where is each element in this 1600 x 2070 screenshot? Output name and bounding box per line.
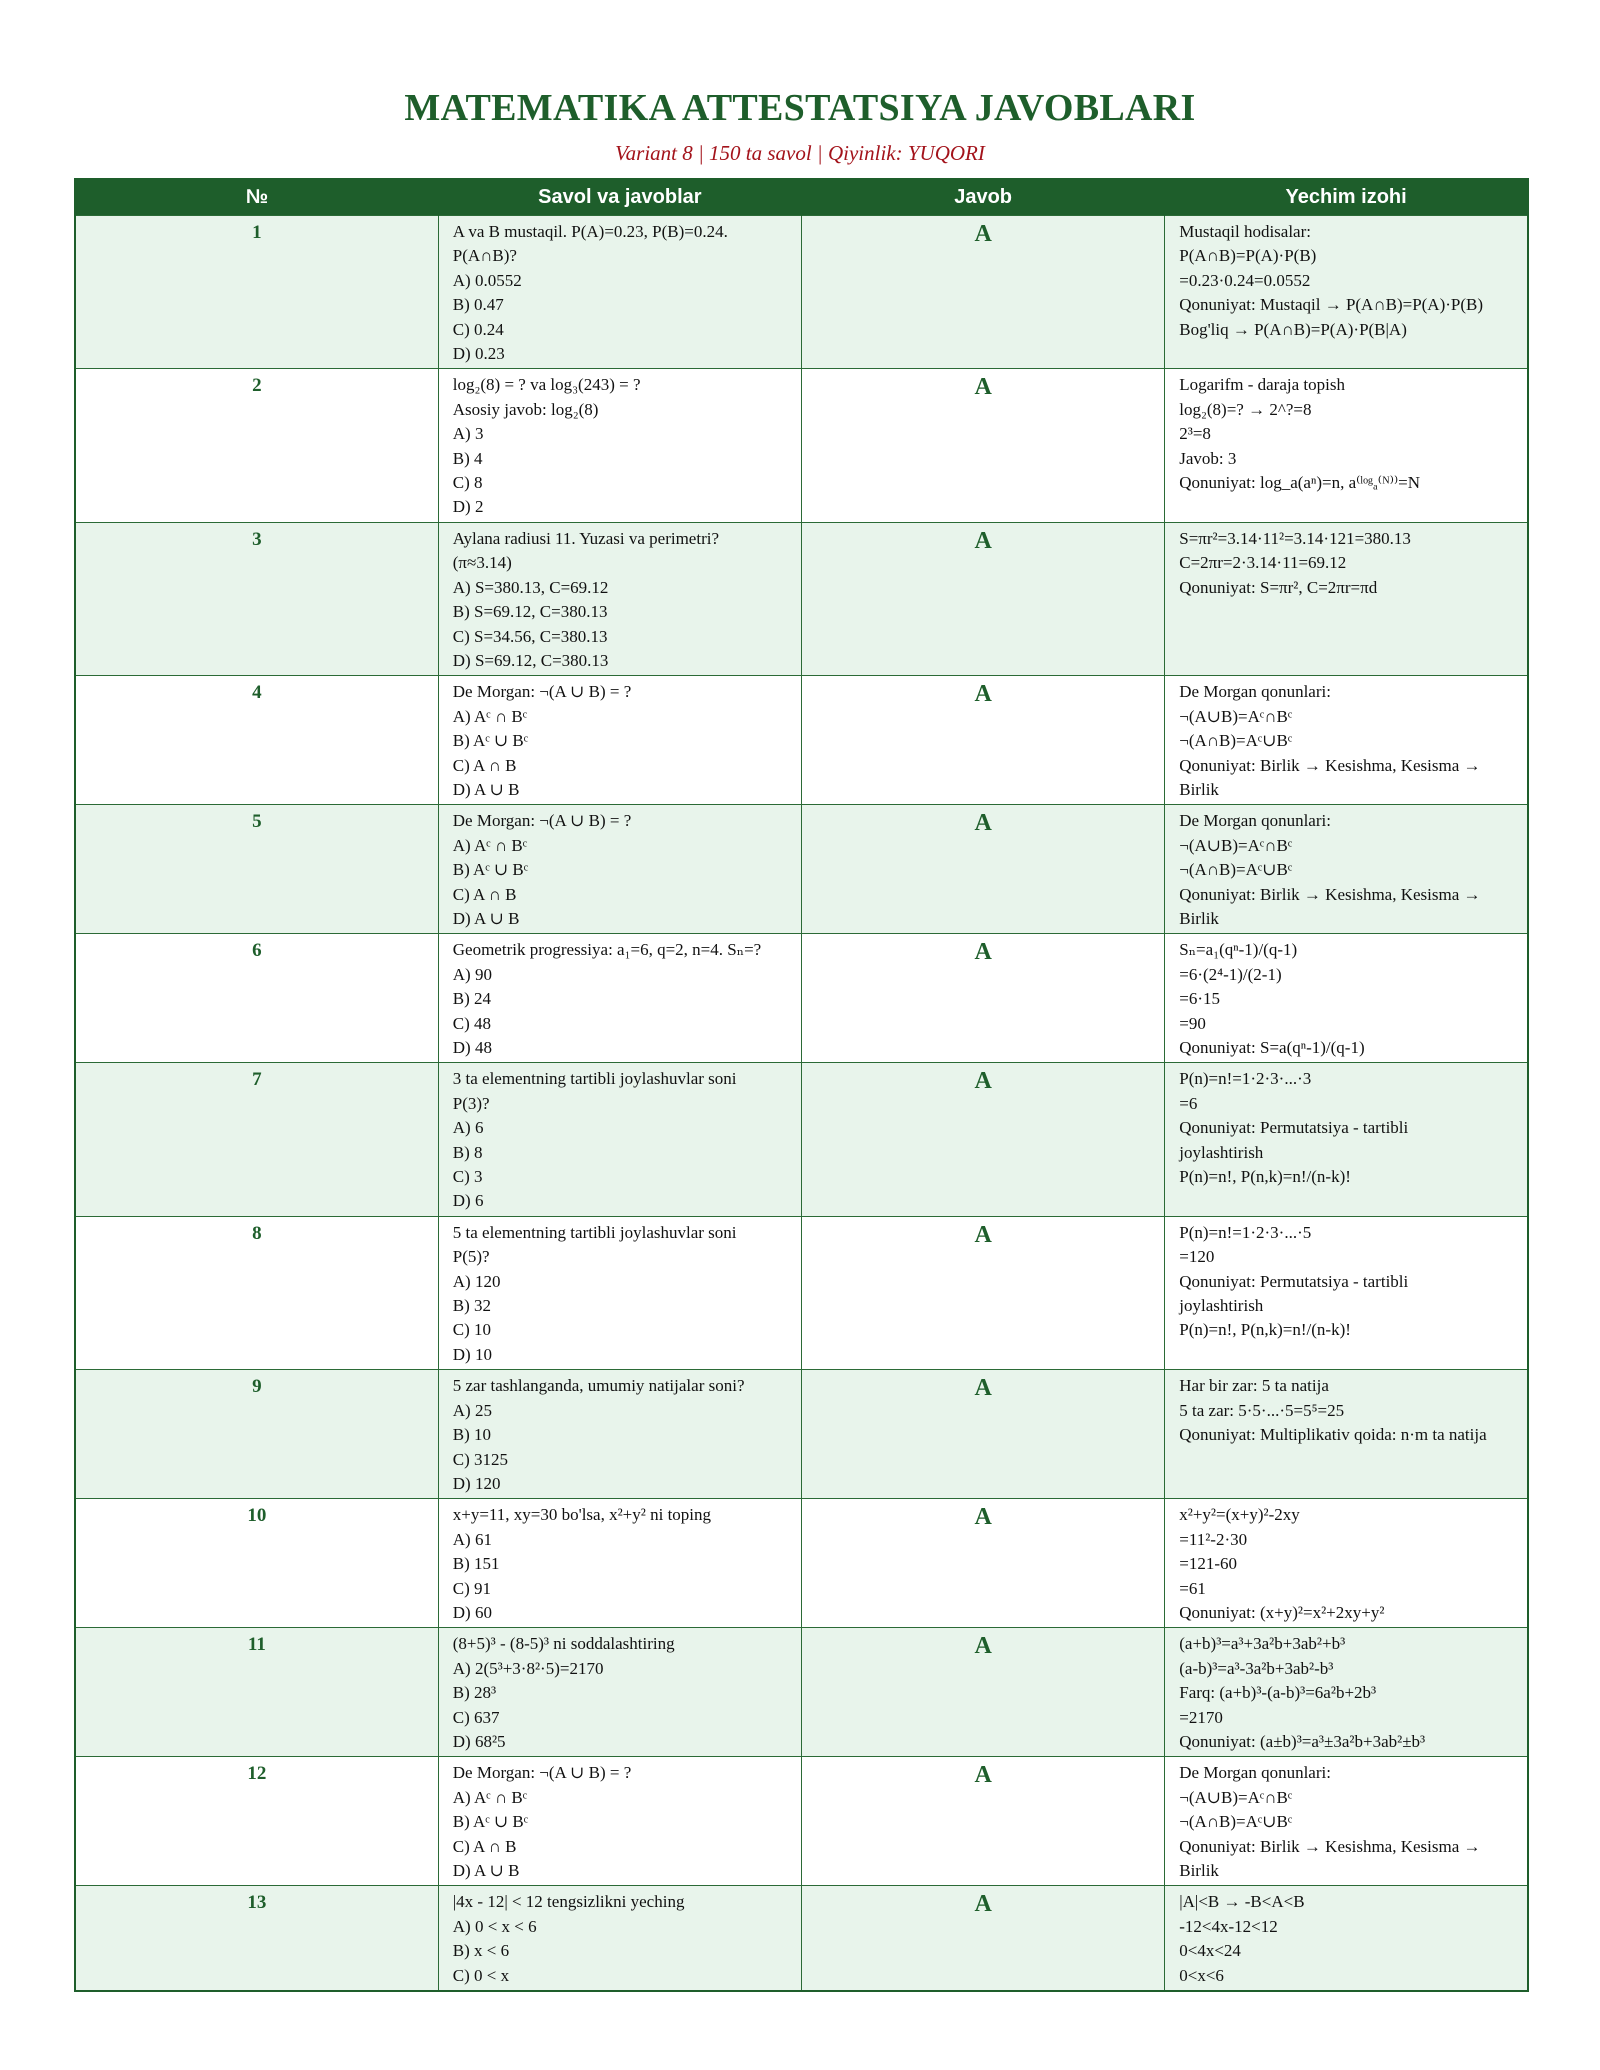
- explanation-line: Bog'liq → P(A∩B)=P(A)·P(B|A): [1179, 319, 1407, 339]
- answer-option: B) 28³: [452, 1683, 497, 1703]
- explanation-cell: [1165, 1216, 1528, 1369]
- question-number: 2: [75, 369, 438, 522]
- table-body: [75, 216, 1528, 1992]
- explanation-line: P(n)=n!, P(n,k)=n!/(n-k)!: [1179, 1320, 1351, 1340]
- table-row: [75, 1757, 1528, 1886]
- question-text: log₂(8) = ? va log₃(243) = ?: [452, 375, 641, 395]
- explanation-line: Qonuniyat: (a±b)³=a³±3a²b+3ab²±b³: [1179, 1731, 1426, 1751]
- explanation-line: Birlik: [1179, 779, 1219, 799]
- explanation-line: -12<4x-12<12: [1179, 1916, 1278, 1936]
- explanation-line: Qonuniyat: Permutatsiya - tartibli: [1179, 1118, 1409, 1138]
- explanation-line: Qonuniyat: Birlik → Kesishma, Kesisma →: [1179, 755, 1481, 775]
- explanation-line: P(n)=n!=1·2·3·...·5: [1179, 1222, 1312, 1242]
- question-text: (8+5)³ - (8-5)³ ni soddalashtiring: [452, 1634, 675, 1654]
- question-cell: [438, 676, 801, 805]
- explanation-line: =121-60: [1179, 1554, 1237, 1574]
- question-text: De Morgan: ¬(A ∪ B) = ?: [452, 811, 632, 831]
- explanation-cell: [1165, 1370, 1528, 1499]
- answer-option: (π≈3.14): [452, 553, 512, 573]
- answer-option: C) A ∩ B: [452, 1836, 517, 1856]
- table-row: [75, 1886, 1528, 1991]
- answer-option: A) Aᶜ ∩ Bᶜ: [452, 835, 528, 855]
- explanation-line: ¬(A∩B)=Aᶜ∪Bᶜ: [1179, 1812, 1293, 1832]
- explanation-line: log₂(8)=? → 2^?=8: [1179, 399, 1312, 419]
- answer-option: A) 0.0552: [452, 270, 522, 290]
- question-text: A va B mustaqil. P(A)=0.23, P(B)=0.24.: [452, 222, 728, 241]
- header-number: №: [75, 179, 438, 216]
- answer-option: D) 10: [452, 1344, 492, 1364]
- explanation-line: Qonuniyat: Multiplikativ qoida: n·m ta natija: [1179, 1425, 1487, 1445]
- explanation-cell: [1165, 1499, 1528, 1628]
- correct-answer: A: [802, 1757, 1165, 1886]
- explanation-cell: [1165, 216, 1528, 369]
- question-cell: [438, 1216, 801, 1369]
- explanation-cell: [1165, 1063, 1528, 1216]
- explanation-line: Sₙ=a₁(qⁿ-1)/(q-1): [1179, 940, 1298, 960]
- explanation-line: joylashtirish: [1179, 1296, 1264, 1316]
- explanation-line: (a-b)³=a³-3a²b+3ab²-b³: [1179, 1658, 1334, 1678]
- correct-answer: A: [802, 369, 1165, 522]
- answer-option: P(5)?: [452, 1247, 490, 1267]
- explanation-line: Logarifm - daraja topish: [1179, 375, 1345, 395]
- correct-answer: A: [802, 1370, 1165, 1499]
- answer-option: D) A ∪ B: [452, 779, 520, 799]
- answer-option: D) S=69.12, C=380.13: [452, 650, 609, 670]
- explanation-cell: [1165, 1628, 1528, 1757]
- answers-table: [74, 178, 1529, 1992]
- explanation-line: 0<x<6: [1179, 1965, 1224, 1985]
- explanation-cell: [1165, 805, 1528, 934]
- explanation-line: Qonuniyat: Permutatsiya - tartibli: [1179, 1271, 1409, 1291]
- question-number: 13: [75, 1886, 438, 1991]
- answer-option: A) 90: [452, 964, 492, 984]
- answer-option: B) S=69.12, C=380.13: [452, 602, 608, 622]
- explanation-line: =11²-2·30: [1179, 1529, 1248, 1549]
- explanation-line: Birlik: [1179, 908, 1219, 928]
- table-row: [75, 1216, 1528, 1369]
- question-number: 3: [75, 522, 438, 675]
- table-row: [75, 522, 1528, 675]
- answer-option: B) 0.47: [452, 295, 504, 315]
- explanation-line: =6: [1179, 1093, 1198, 1113]
- explanation-line: ¬(A∩B)=Aᶜ∪Bᶜ: [1179, 860, 1293, 880]
- explanation-line: =6·15: [1179, 989, 1220, 1009]
- question-cell: [438, 805, 801, 934]
- answer-option: P(3)?: [452, 1093, 490, 1113]
- explanation-line: P(A∩B)=P(A)·P(B): [1179, 246, 1317, 266]
- answer-option: D) 68²5: [452, 1731, 506, 1751]
- answer-option: A) 0 < x < 6: [452, 1916, 537, 1936]
- answer-option: D) A ∪ B: [452, 908, 520, 928]
- answer-option: D) 48: [452, 1038, 492, 1057]
- correct-answer: A: [802, 1063, 1165, 1216]
- answer-option: A) 25: [452, 1400, 492, 1420]
- answer-option: B) 10: [452, 1425, 491, 1445]
- table-row: [75, 1370, 1528, 1499]
- answer-option: A) S=380.13, C=69.12: [452, 577, 609, 597]
- explanation-line: P(n)=n!, P(n,k)=n!/(n-k)!: [1179, 1167, 1351, 1187]
- explanation-line: ¬(A∪B)=Aᶜ∩Bᶜ: [1179, 835, 1293, 855]
- correct-answer: A: [802, 676, 1165, 805]
- table-row: [75, 1063, 1528, 1216]
- correct-answer: A: [802, 934, 1165, 1063]
- explanation-line: Har bir zar: 5 ta natija: [1179, 1376, 1329, 1396]
- explanation-line: De Morgan qonunlari:: [1179, 811, 1331, 831]
- explanation-line: 2³=8: [1179, 424, 1211, 444]
- page-title: MATEMATIKA ATTESTATSIYA JAVOBLARI: [404, 87, 1196, 129]
- question-cell: [438, 1499, 801, 1628]
- explanation-cell: [1165, 522, 1528, 675]
- answer-option: A) 6: [452, 1118, 484, 1138]
- table-row: [75, 805, 1528, 934]
- question-number: 12: [75, 1757, 438, 1886]
- answer-option: A) Aᶜ ∩ Bᶜ: [452, 1787, 528, 1807]
- explanation-line: =2170: [1179, 1707, 1223, 1727]
- question-text: 5 zar tashlanganda, umumiy natijalar soni?: [452, 1376, 745, 1396]
- explanation-line: Birlik: [1179, 1861, 1219, 1880]
- explanation-line: Qonuniyat: Birlik → Kesishma, Kesisma →: [1179, 884, 1481, 904]
- question-number: 9: [75, 1370, 438, 1499]
- correct-answer: A: [802, 1216, 1165, 1369]
- answer-option: B) 24: [452, 989, 491, 1009]
- table-row: [75, 934, 1528, 1063]
- explanation-line: =90: [1179, 1013, 1206, 1033]
- answer-option: A) 120: [452, 1271, 501, 1291]
- question-number: 6: [75, 934, 438, 1063]
- answer-option: A) 3: [452, 424, 484, 444]
- answer-option: B) Aᶜ ∪ Bᶜ: [452, 1812, 529, 1832]
- answer-option: D) 120: [452, 1473, 501, 1493]
- answer-option: C) 637: [452, 1707, 500, 1727]
- explanation-line: Farq: (a+b)³-(a-b)³=6a²b+2b³: [1179, 1683, 1377, 1703]
- correct-answer: A: [802, 1886, 1165, 1991]
- explanation-line: De Morgan qonunlari:: [1179, 1763, 1331, 1783]
- answer-option: C) S=34.56, C=380.13: [452, 626, 608, 646]
- answer-option: A) 2(5³+3·8²·5)=2170: [452, 1658, 604, 1678]
- table-row: [75, 216, 1528, 369]
- question-cell: [438, 369, 801, 522]
- explanation-line: |A|<B → -B<A<B: [1179, 1892, 1305, 1912]
- question-number: 11: [75, 1628, 438, 1757]
- explanation-line: Qonuniyat: Mustaqil → P(A∩B)=P(A)·P(B): [1179, 295, 1484, 315]
- explanation-line: S=πr²=3.14·11²=3.14·121=380.13: [1179, 528, 1411, 548]
- explanation-line: x²+y²=(x+y)²-2xy: [1179, 1505, 1300, 1525]
- question-cell: [438, 1063, 801, 1216]
- explanation-line: Qonuniyat: (x+y)²=x²+2xy+y²: [1179, 1602, 1385, 1622]
- question-cell: [438, 522, 801, 675]
- explanation-line: ¬(A∪B)=Aᶜ∩Bᶜ: [1179, 706, 1293, 726]
- answer-option: B) 32: [452, 1296, 491, 1316]
- question-number: 10: [75, 1499, 438, 1628]
- explanation-line: Mustaqil hodisalar:: [1179, 222, 1311, 241]
- question-cell: [438, 216, 801, 369]
- answer-option: C) 10: [452, 1320, 491, 1340]
- answer-option: B) 151: [452, 1554, 500, 1574]
- answer-option: P(A∩B)?: [452, 246, 517, 266]
- explanation-line: Qonuniyat: S=a(qⁿ-1)/(q-1): [1179, 1038, 1365, 1057]
- explanation-line: Qonuniyat: S=πr², C=2πr=πd: [1179, 577, 1378, 597]
- question-text: 3 ta elementning tartibli joylashuvlar soni: [452, 1069, 737, 1089]
- explanation-line: =0.23·0.24=0.0552: [1179, 270, 1311, 290]
- answer-option: B) Aᶜ ∪ Bᶜ: [452, 860, 529, 880]
- explanation-line: =6·(2⁴-1)/(2-1): [1179, 964, 1282, 984]
- explanation-cell: [1165, 1886, 1528, 1991]
- answer-option: D) A ∪ B: [452, 1861, 520, 1880]
- table-row: [75, 1628, 1528, 1757]
- header-answer: Javob: [802, 179, 1165, 216]
- explanation-line: joylashtirish: [1179, 1142, 1264, 1162]
- question-text: Geometrik progressiya: a₁=6, q=2, n=4. Sₙ=?: [452, 940, 762, 960]
- answer-option: C) 48: [452, 1013, 491, 1033]
- answer-option: B) Aᶜ ∪ Bᶜ: [452, 731, 529, 751]
- question-cell: [438, 1757, 801, 1886]
- explanation-line: 0<4x<24: [1179, 1941, 1241, 1961]
- header-question: Savol va javoblar: [438, 179, 801, 216]
- question-text: |4x - 12| < 12 tengsizlikni yeching: [452, 1892, 685, 1912]
- answer-option: D) 0.23: [452, 344, 505, 364]
- answer-option: C) 3125: [452, 1449, 508, 1469]
- question-text: 5 ta elementning tartibli joylashuvlar soni: [452, 1222, 737, 1242]
- answer-option: B) 4: [452, 448, 483, 468]
- explanation-line: ¬(A∪B)=Aᶜ∩Bᶜ: [1179, 1787, 1293, 1807]
- explanation-line: C=2πr=2·3.14·11=69.12: [1179, 553, 1347, 573]
- table-row: [75, 1499, 1528, 1628]
- explanation-line: Javob: 3: [1179, 448, 1237, 468]
- answer-option: Asosiy javob: log₂(8): [452, 399, 599, 419]
- explanation-line: Qonuniyat: Birlik → Kesishma, Kesisma →: [1179, 1836, 1481, 1856]
- explanation-line: De Morgan qonunlari:: [1179, 682, 1331, 702]
- correct-answer: A: [802, 1499, 1165, 1628]
- table-row: [75, 369, 1528, 522]
- answer-option: C) 0.24: [452, 319, 504, 339]
- table-header: [75, 179, 1528, 216]
- answer-option: C) A ∩ B: [452, 755, 517, 775]
- question-number: 4: [75, 676, 438, 805]
- question-text: Aylana radiusi 11. Yuzasi va perimetri?: [452, 528, 720, 548]
- explanation-line: =61: [1179, 1578, 1206, 1598]
- answer-option: B) x < 6: [452, 1941, 510, 1961]
- answer-option: D) 2: [452, 497, 484, 517]
- answer-option: D) 60: [452, 1602, 492, 1622]
- correct-answer: A: [802, 805, 1165, 934]
- table-row: [75, 676, 1528, 805]
- page-subtitle: Variant 8 | 150 ta savol | Qiyinlik: YUQORI: [615, 141, 985, 165]
- answer-option: C) A ∩ B: [452, 884, 517, 904]
- explanation-cell: [1165, 934, 1528, 1063]
- explanation-line: =120: [1179, 1247, 1215, 1267]
- question-number: 1: [75, 216, 438, 369]
- explanation-line: 5 ta zar: 5·5·...·5=5⁵=25: [1179, 1400, 1345, 1420]
- answer-option: A) 61: [452, 1529, 492, 1549]
- answer-option: C) 91: [452, 1578, 491, 1598]
- correct-answer: A: [802, 216, 1165, 369]
- question-cell: [438, 934, 801, 1063]
- answer-option: C) 0 < x: [452, 1965, 510, 1985]
- explanation-line: (a+b)³=a³+3a²b+3ab²+b³: [1179, 1634, 1346, 1654]
- explanation-cell: [1165, 1757, 1528, 1886]
- explanation-cell: [1165, 676, 1528, 805]
- question-text: De Morgan: ¬(A ∪ B) = ?: [452, 1763, 632, 1783]
- explanation-cell: [1165, 369, 1528, 522]
- question-number: 8: [75, 1216, 438, 1369]
- explanation-line: ¬(A∩B)=Aᶜ∪Bᶜ: [1179, 731, 1293, 751]
- explanation-line: Qonuniyat: log_a(aⁿ)=n, a⁽ˡᵒᵍₐ⁽ᴺ⁾⁾=N: [1179, 473, 1421, 493]
- explanation-line: P(n)=n!=1·2·3·...·3: [1179, 1069, 1312, 1089]
- answer-option: D) 6: [452, 1191, 484, 1211]
- answer-option: A) Aᶜ ∩ Bᶜ: [452, 706, 528, 726]
- correct-answer: A: [802, 522, 1165, 675]
- question-text: x+y=11, xy=30 bo'lsa, x²+y² ni toping: [452, 1505, 712, 1525]
- header-explanation: Yechim izohi: [1165, 179, 1528, 216]
- answer-option: C) 3: [452, 1167, 483, 1187]
- correct-answer: A: [802, 1628, 1165, 1757]
- answer-option: B) 8: [452, 1142, 483, 1162]
- question-number: 7: [75, 1063, 438, 1216]
- question-cell: [438, 1370, 801, 1499]
- question-cell: [438, 1886, 801, 1991]
- question-cell: [438, 1628, 801, 1757]
- answer-option: C) 8: [452, 473, 483, 493]
- question-number: 5: [75, 805, 438, 934]
- question-text: De Morgan: ¬(A ∪ B) = ?: [452, 682, 632, 702]
